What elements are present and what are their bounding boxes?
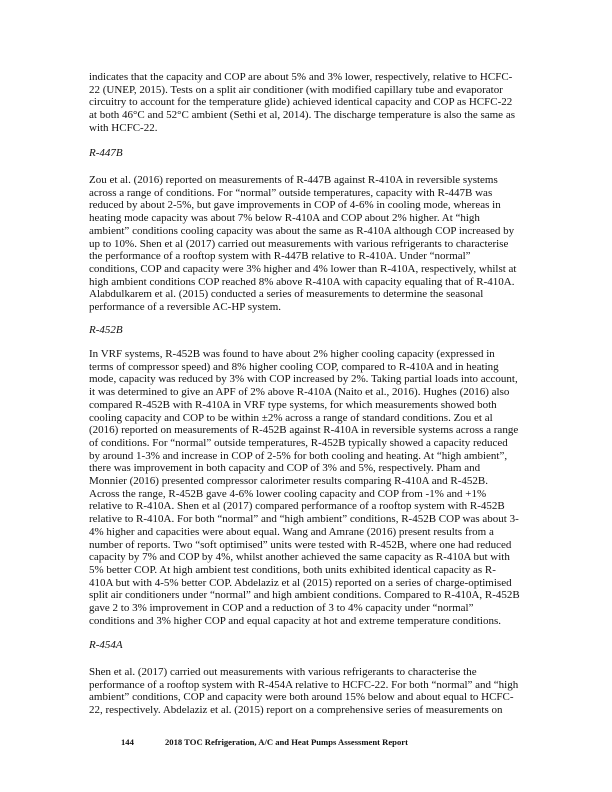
- text-line: Monnier (2016) presented compressor calorimeter results comparing R-410A and R-452B.: [89, 475, 488, 488]
- text-line: terms of compressor speed) and 8% higher cooling COP, compared to R-410A and in heating: [89, 360, 499, 373]
- text-line: across a range of conditions. For “normal” outside temperatures, capacity with R-447B was: [89, 186, 493, 199]
- text-line: 22, respectively. Abdelaziz et al. (2015) report on a comprehensive series of measurements on: [89, 704, 503, 717]
- text-line: Alabdulkarem et al. (2015) conducted a series of measurements to determine the seasonal: [89, 288, 484, 301]
- paragraph-intro: [89, 71, 515, 135]
- text-line: with HCFC-22.: [89, 121, 158, 134]
- text-line: 410A but with 4-5% better COP. Abdelaziz et al (2015) reported on a series of charge-optimised: [89, 576, 512, 589]
- text-line: split air conditioners under “normal” and high ambient conditions. Compared to R-410A, R-452B: [89, 589, 520, 602]
- page-number: 144: [121, 737, 134, 747]
- text-line: compared R-452B with R-410A in VRF type systems, for which measurements showed both: [89, 398, 497, 411]
- section-heading-r447b: R-447B: [89, 147, 123, 159]
- text-line: performance of a rooftop system with R-454A relative to HCFC-22. For both “normal” and “high: [89, 678, 519, 691]
- text-line: high ambient conditions COP reached 8% above R-410A with capacity equaling that of R-410A.: [89, 275, 515, 288]
- text-line: by around 1-3% and increase in COP of 2-5% for both cooling and heating. At “high ambient”,: [89, 449, 508, 462]
- text-line: at both 46°C and 52°C ambient (Sethi et al, 2014). The discharge temperature is also the same as: [89, 109, 515, 122]
- text-line: 4% higher and capacities were about equal. Wang and Amrane (2016) present results from a: [89, 525, 494, 538]
- text-line: circuitry to account for the temperature glide) achieved identical capacity and COP as HCFC-22: [89, 96, 513, 109]
- text-line: Shen et al. (2017) carried out measurements with various refrigerants to characterise the: [89, 666, 477, 678]
- text-line: mode, capacity was reduced by 3% with COP increased by 2%. Taking partial loads into account,: [89, 373, 518, 386]
- text-line: capacity by 7% and COP by 4%, whilst another achieved the same capacity as R-410A but with: [89, 551, 510, 564]
- text-line: the performance of a rooftop system with R-447B relative to R-410A. Under “normal”: [89, 250, 471, 263]
- text-line: indicates that the capacity and COP are about 5% and 3% lower, respectively, relative to HCFC-: [89, 71, 513, 83]
- text-line: reduced by about 2-5%, but gave improvements in COP of 4-6% in cooling mode, whereas in: [89, 199, 501, 212]
- footer-report-title: 2018 TOC Refrigeration, A/C and Heat Pumps Assessment Report: [165, 737, 408, 747]
- text-line: 5% better COP. At high ambient test conditions, both units exhibited identical capacity as R-: [89, 563, 496, 576]
- text-line: of conditions. For “normal” outside temperatures, R-452B typically showed a capacity reduced: [89, 436, 508, 449]
- text-line: it was determined to give an APF of 2% above R-410A (Naito et al., 2016). Hughes (2016) also: [89, 386, 510, 399]
- text-line: relative to R-410A. For both “normal” and “high ambient” conditions, R-452B COP was about 3-: [89, 513, 519, 526]
- text-line: heating mode capacity was about 7% below R-410A and COP about 2% higher. At “high: [89, 212, 480, 225]
- section-heading-r454a: R-454A: [89, 639, 123, 651]
- paragraph-r452b: [89, 348, 520, 627]
- text-line: 22 (UNEP, 2015). Tests on a split air conditioner (with modified capillary tube and evaporator: [89, 83, 503, 96]
- text-line: (2016) reported on measurements of R-452B against R-410A in reversible systems across a range: [89, 424, 519, 437]
- text-line: performance of a reversible AC-HP system.: [89, 301, 282, 314]
- text-line: there was improvement in both capacity and COP of 3% and 5%, respectively. Pham and: [89, 462, 481, 475]
- text-line: ambient” conditions cooling capacity was about the same as R-410A although COP increased by: [89, 224, 515, 237]
- paragraph-r447b: [89, 174, 516, 314]
- text-line: conditions and 3% higher COP and equal capacity at hot and extreme temperature conditions.: [89, 614, 501, 627]
- text-line: In VRF systems, R-452B was found to have about 2% higher cooling capacity (expressed in: [89, 348, 495, 360]
- text-line: conditions, COP and capacity were 3% higher and 4% lower than R-410A, respectively, whilst at: [89, 262, 517, 275]
- text-line: ambient” conditions, COP and capacity were both around 15% below and about equal to HCFC-: [89, 691, 514, 704]
- paragraph-r454a: [89, 666, 518, 717]
- text-line: up to 10%. Shen et al (2017) carried out measurements with various refrigerants to characterise: [89, 237, 509, 250]
- text-line: Across the range, R-452B gave 4-6% lower cooling capacity and COP from -1% and +1%: [89, 487, 487, 500]
- text-line: Zou et al. (2016) reported on measurements of R-447B against R-410A in reversible systems: [89, 174, 498, 186]
- text-line: relative to R-410A. Shen et al (2017) compared performance of a rooftop system with R-452B: [89, 500, 505, 513]
- text-line: cooling capacity and COP to be within ±2% across a range of standard conditions. Zou et al: [89, 411, 493, 424]
- section-heading-r452b: R-452B: [89, 324, 123, 336]
- text-line: number of reports. Two “soft optimised” units were tested with R-452B, where one had reduced: [89, 538, 512, 551]
- text-line: gave 2 to 3% improvement in COP and a reduction of 3 to 4% capacity under “normal”: [89, 602, 474, 615]
